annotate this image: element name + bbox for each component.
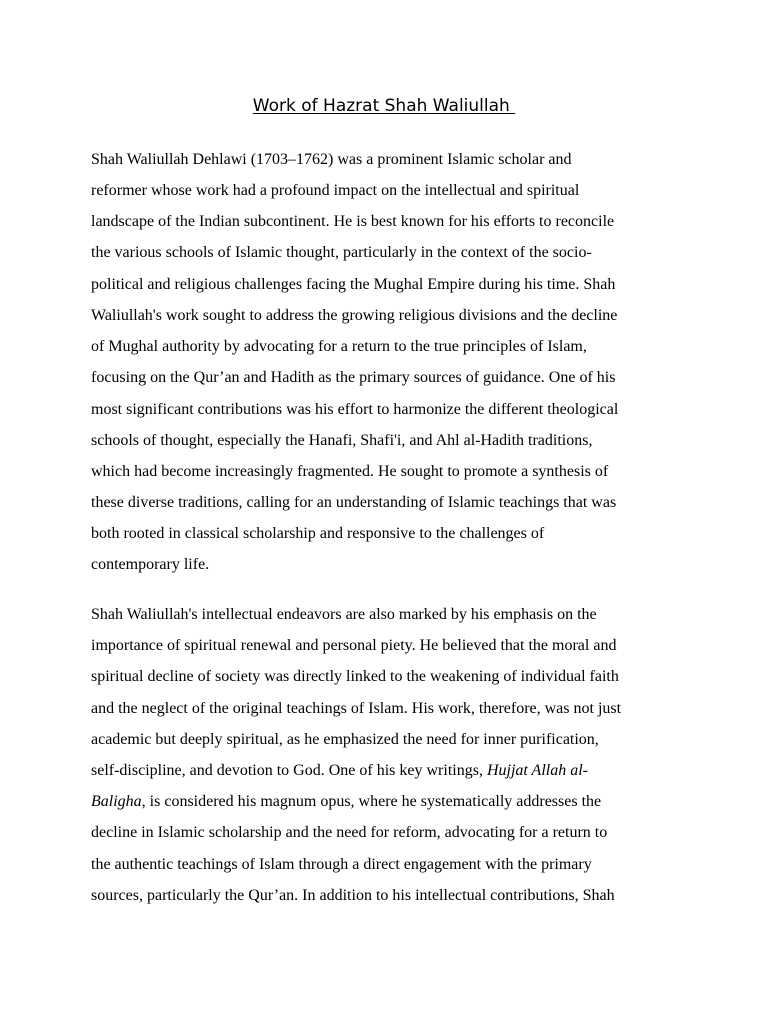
text-line: and the neglect of the original teachings of Islam. His work, therefore, was not just	[91, 700, 622, 717]
text-line: of Mughal authority by advocating for a return to the true principles of Islam,	[91, 338, 587, 355]
text-span: self-discipline, and devotion to God. One of his key writings,	[91, 762, 487, 779]
text-line: academic but deeply spiritual, as he emphasized the need for inner purification,	[91, 731, 599, 748]
text-line	[91, 761, 588, 781]
text-line: Shah Waliullah Dehlawi (1703–1762) was a prominent Islamic scholar and	[91, 151, 572, 168]
text-line: the various schools of Islamic thought, particularly in the context of the socio-	[91, 244, 592, 261]
text-line: spiritual decline of society was directly linked to the weakening of individual faith	[91, 668, 619, 685]
text-line: schools of thought, especially the Hanafi, Shafi'i, and Ahl al-Hadith traditions,	[91, 432, 593, 449]
text-line: landscape of the Indian subcontinent. He is best known for his efforts to reconcile	[91, 213, 615, 230]
text-line: these diverse traditions, calling for an understanding of Islamic teachings that was	[91, 494, 617, 511]
text-line: Waliullah's work sought to address the growing religious divisions and the decline	[91, 307, 618, 324]
text-line	[91, 792, 601, 812]
text-line: Shah Waliullah's intellectual endeavors are also marked by his emphasis on the	[91, 606, 597, 623]
document-title: Work of Hazrat Shah Waliullah	[252, 96, 516, 116]
text-line: decline in Islamic scholarship and the need for reform, advocating for a return to	[91, 824, 608, 841]
text-line: reformer whose work had a profound impact on the intellectual and spiritual	[91, 182, 580, 199]
book-title-italic: Hujjat Allah al-	[486, 762, 588, 779]
text-line: contemporary life.	[91, 556, 210, 573]
text-line: focusing on the Qur’an and Hadith as the primary sources of guidance. One of his	[91, 369, 616, 386]
text-line: importance of spiritual renewal and personal piety. He believed that the moral and	[91, 637, 617, 654]
text-line: both rooted in classical scholarship and responsive to the challenges of	[91, 525, 545, 542]
text-line: sources, particularly the Qur’an. In addition to his intellectual contributions, Shah	[91, 887, 615, 904]
book-title-italic: Baligha	[91, 793, 142, 810]
text-line: which had become increasingly fragmented. He sought to promote a synthesis of	[91, 463, 609, 480]
text-span: , is considered his magnum opus, where he systematically addresses the	[141, 793, 602, 810]
text-line: the authentic teachings of Islam through a direct engagement with the primary	[91, 856, 592, 873]
text-line: most significant contributions was his effort to harmonize the different theological	[91, 401, 619, 418]
text-line: political and religious challenges facing the Mughal Empire during his time. Shah	[91, 276, 616, 293]
